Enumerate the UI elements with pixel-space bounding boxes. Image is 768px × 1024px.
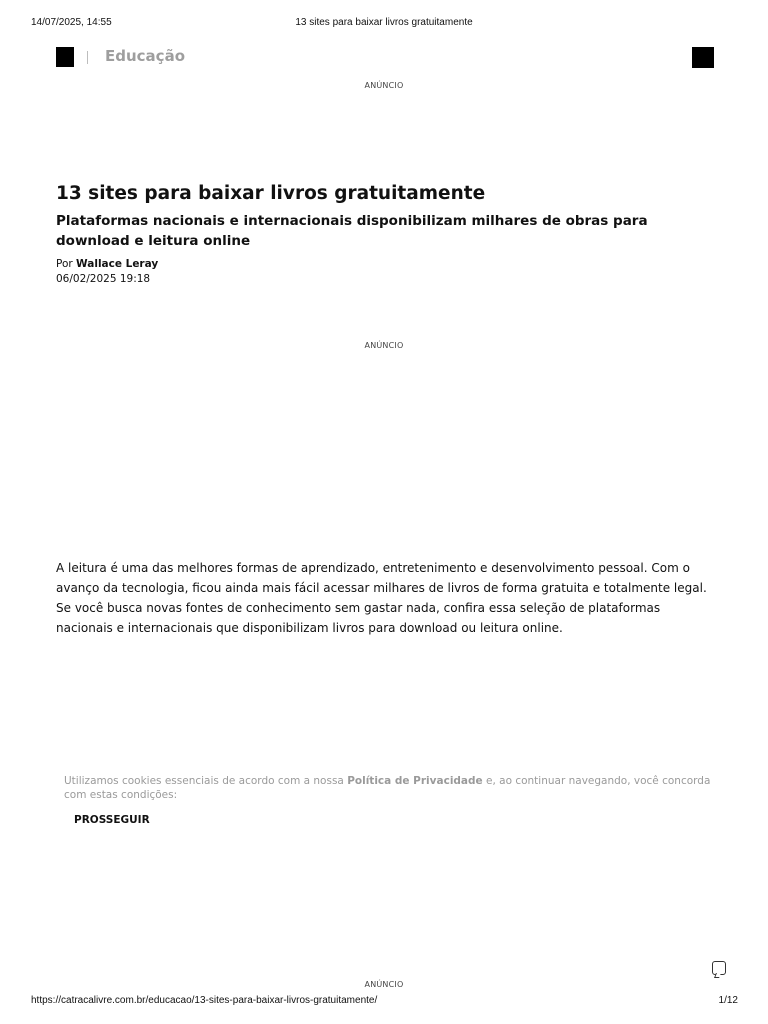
privacy-policy-link[interactable]: Política de Privacidade (347, 775, 483, 787)
cookie-text-after: e, ao continuar navegando, você concorda com estas condições: (64, 775, 711, 801)
cookie-text-before: Utilizamos cookies essenciais de acordo com a nossa (64, 775, 348, 787)
section-link-educacao[interactable]: Educação (105, 47, 185, 65)
logo-square-icon[interactable] (56, 47, 74, 67)
menu-square-icon[interactable] (692, 47, 714, 68)
header-divider (87, 51, 88, 64)
print-footer (0, 995, 768, 1009)
print-page-number: 1/12 (718, 995, 738, 1006)
print-datetime: 14/07/2025, 14:55 (31, 17, 112, 28)
print-header (0, 17, 768, 31)
site-header (56, 47, 714, 69)
author-name[interactable]: Wallace Leray (76, 258, 159, 270)
cookie-notice (64, 774, 714, 802)
article-body-paragraph: A leitura é uma das melhores formas de aprendizado, entretenimento e desenvolvimento pessoal. Com o avanço da tecnologia, ficou ainda mais fácil acessar milhares de livros de forma gratuita e totalmente legal. Se você busca novas fontes de conhecimento sem gastar nada, confira essa seleção de plataformas nacionais e internacionais que disponibilizam livros para download ou leitura online. (56, 561, 707, 635)
chat-bubble-icon[interactable] (712, 961, 726, 975)
print-url: https://catracalivre.com.br/educacao/13-sites-para-baixar-livros-gratuitamente/ (31, 995, 378, 1006)
ad-label-bottom: ANÚNCIO (364, 980, 404, 989)
article-title: 13 sites para baixar livros gratuitamente (56, 183, 486, 204)
ad-label-middle: ANÚNCIO (364, 341, 404, 350)
byline-prefix: Por (56, 258, 73, 270)
publish-date: 06/02/2025 19:18 (56, 273, 151, 285)
article-subtitle: Plataformas nacionais e internacionais disponibilizam milhares de obras para download e leitura online (56, 213, 648, 249)
ad-label-top: ANÚNCIO (364, 81, 404, 90)
byline (56, 257, 158, 271)
cookie-accept-button[interactable]: PROSSEGUIR (66, 812, 158, 828)
print-page-title: 13 sites para baixar livros gratuitamente (295, 17, 473, 28)
